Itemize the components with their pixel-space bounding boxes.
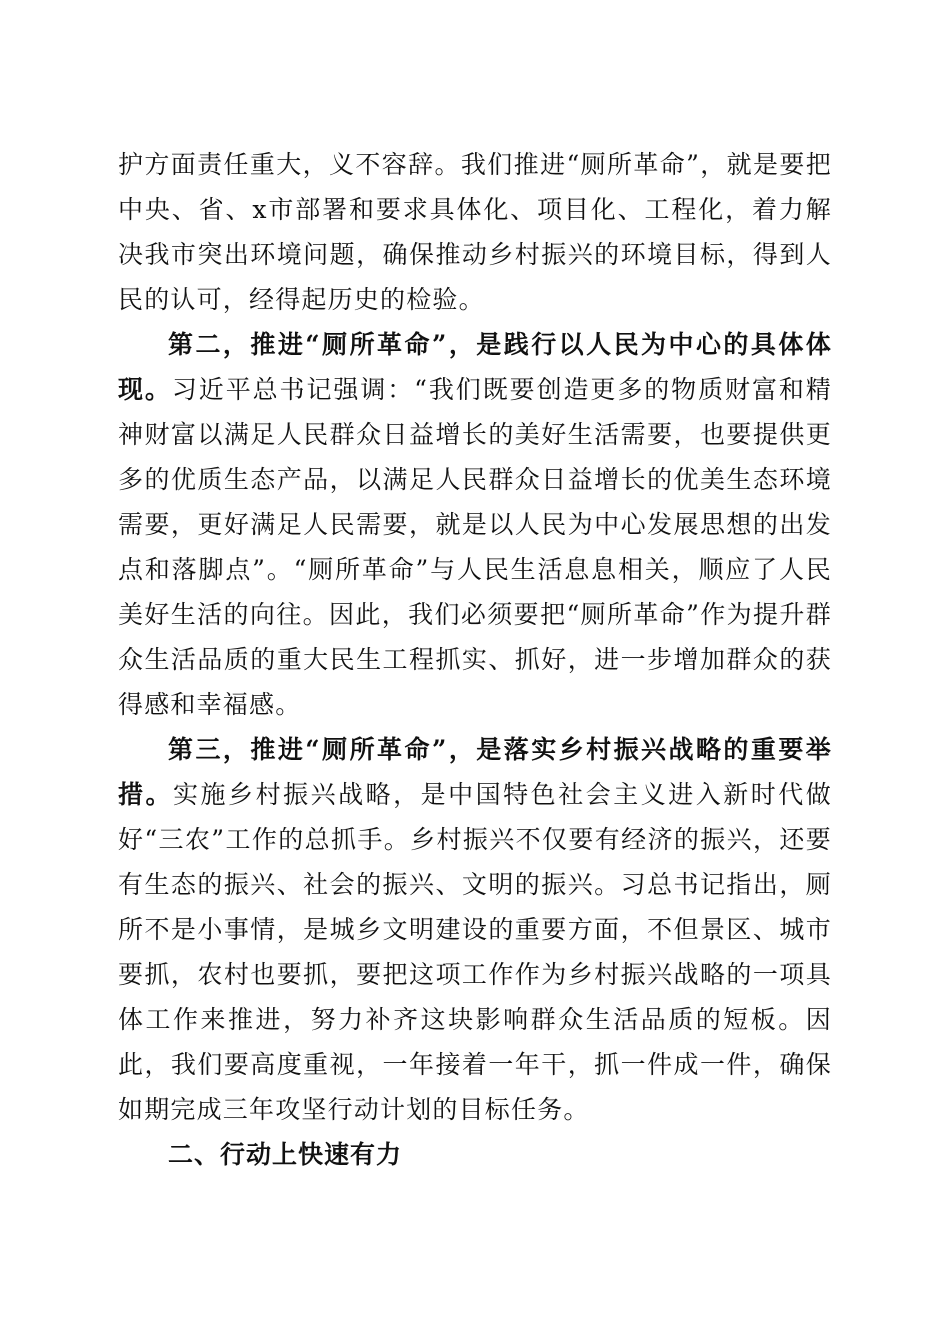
document-body: [118, 142, 832, 1177]
paragraph-third-point: [118, 727, 832, 1132]
paragraph-body-text: 习近平总书记强调：“我们既要创造更多的物质财富和精神财富以满足人民群众日益增长的美好生活需要，也要提供更多的优质生态产品，以满足人民群众日益增长的优美生态环境需要，更好满足人民需要，就是以人民为中心发展思想的出发点和落脚点”。“厕所革命”与人民生活息息相关，顺应了人民美好生活的向往。因此，我们必须要把“厕所革命”作为提升群众生活品质的重大民生工程抓实、抓好，进一步增加群众的获得感和幸福感。: [118, 375, 832, 719]
paragraph-continuation: 护方面责任重大，义不容辞。我们推进“厕所革命”，就是要把中央、省、x市部署和要求具体化、项目化、工程化，着力解决我市突出环境问题，确保推动乡村振兴的环境目标，得到人民的认可，经得起历史的检验。: [118, 150, 832, 314]
section-heading: 二、行动上快速有力: [168, 1140, 403, 1169]
paragraph-second-point: [118, 322, 832, 727]
paragraph-lead-sentence: 第三，推进“厕所革命”，是落实乡村振兴战略的重要举措。: [118, 735, 832, 809]
paragraph-body-text: 实施乡村振兴战略，是中国特色社会主义进入新时代做好“三农”工作的总抓手。乡村振兴不仅要有经济的振兴，还要有生态的振兴、社会的振兴、文明的振兴。习总书记指出，厕所不是小事情，是城乡文明建设的重要方面，不但景区、城市要抓，农村也要抓，要把这项工作作为乡村振兴战略的一项具体工作来推进，努力补齐这块影响群众生活品质的短板。因此，我们要高度重视，一年接着一年干，抓一件成一件，确保如期完成三年攻坚行动计划的目标任务。: [118, 780, 832, 1124]
paragraph-lead-sentence: 第二，推进“厕所革命”，是践行以人民为中心的具体体现。: [118, 330, 832, 404]
